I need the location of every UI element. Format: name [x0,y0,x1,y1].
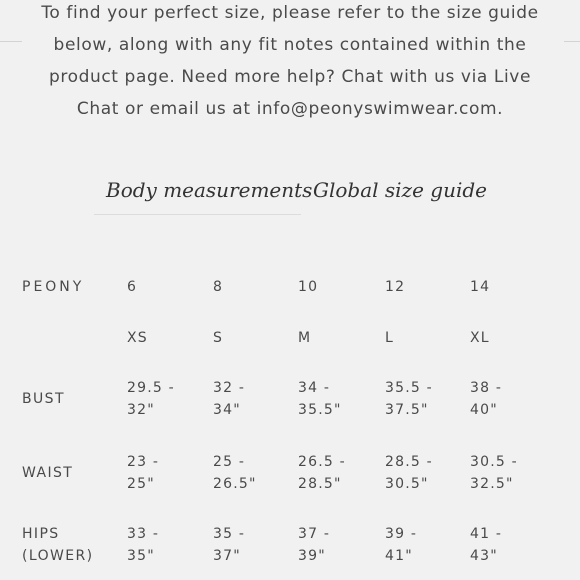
measurement-cell: 25 - 26.5" [213,454,257,492]
measurement-cell: 23 - 25" [127,454,160,492]
measurement-cell: 28.5 - 30.5" [385,454,433,492]
measurement-cell: 30.5 - 32.5" [470,454,518,492]
measurement-cell: 26.5 - 28.5" [298,454,346,492]
measurement-cell: 34 - 35.5" [298,380,342,418]
measurement-cell: 38 - 40" [470,380,503,418]
measurement-cell: 35 - 37" [213,526,246,564]
divider-right [564,41,580,42]
letter-size-cell: L [385,330,394,346]
intro-line: Chat or email us at info@peonyswimwear.com. [76,99,504,119]
letter-size-cell: M [298,330,312,346]
intro-line: below, along with any fit notes contained within the [53,35,527,55]
peony-size-label: PEONY [22,279,85,295]
letter-size-cell: XS [127,330,148,346]
intro-line: To find your perfect size, please refer to the size guide [41,3,539,23]
measurement-cell: 35.5 - 37.5" [385,380,433,418]
intro-text [18,0,562,125]
letter-size-cell: XL [470,330,490,346]
measurement-label-waist: WAIST [22,465,74,481]
peony-size-cell: 8 [213,279,224,295]
peony-size-cell: 10 [298,279,319,295]
measurement-cell: 39 - 41" [385,526,418,564]
intro-line: product page. Need more help? Chat with us via Live [48,67,532,87]
measurement-label-bust: BUST [22,391,65,407]
peony-size-cell: 6 [127,279,138,295]
tab-global-size-guide[interactable]: Global size guide [313,178,488,202]
measurement-cell: 32 - 34" [213,380,246,418]
measurement-cell: 41 - 43" [470,526,503,564]
letter-size-cell: S [213,330,224,346]
measurement-cell: 29.5 - 32" [127,380,175,418]
peony-size-cell: 12 [385,279,406,295]
peony-size-cell: 14 [470,279,491,295]
measurement-label-hips: HIPS (LOWER) [22,526,94,564]
tab-body-measurements[interactable]: Body measurements [106,178,313,202]
measurement-cell: 33 - 35" [127,526,160,564]
measurement-cell: 37 - 39" [298,526,331,564]
active-tab-underline [94,214,301,215]
